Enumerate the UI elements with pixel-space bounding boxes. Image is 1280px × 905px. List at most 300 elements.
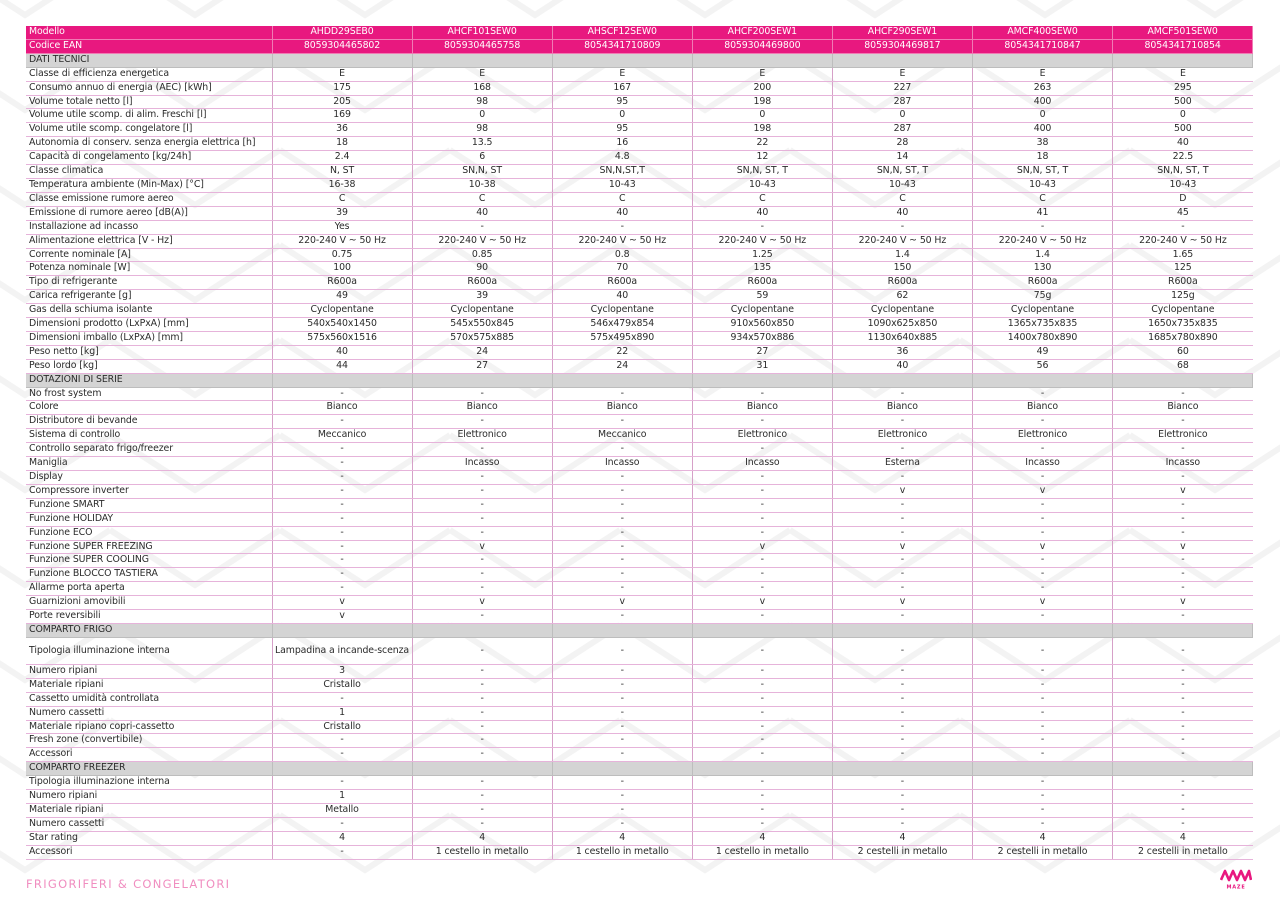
spec-value: 16-38 [272, 178, 412, 192]
spec-value: 3 [272, 664, 412, 678]
spec-value: 575x560x1516 [272, 331, 412, 345]
spec-value: 2 cestelli in metallo [1113, 845, 1253, 859]
spec-label: Volume utile scomp. di alim. Freschi [l] [26, 109, 272, 123]
spec-value: - [972, 387, 1112, 401]
spec-value: Elettronico [832, 429, 972, 443]
spec-value: Bianco [832, 401, 972, 415]
spec-label: Maniglia [26, 457, 272, 471]
spec-value: 125 [1113, 262, 1253, 276]
section-header-filler [1113, 373, 1253, 387]
section-header-filler [972, 373, 1112, 387]
spec-value: - [1113, 471, 1253, 485]
spec-value: 227 [832, 81, 972, 95]
spec-label: Colore [26, 401, 272, 415]
spec-value: - [272, 526, 412, 540]
spec-row [26, 318, 1253, 332]
spec-label: Fresh zone (convertibile) [26, 734, 272, 748]
section-header-filler [692, 623, 832, 637]
spec-value: 287 [832, 95, 972, 109]
spec-row [26, 248, 1253, 262]
spec-label: Corrente nominale [A] [26, 248, 272, 262]
spec-row [26, 137, 1253, 151]
spec-label: No frost system [26, 387, 272, 401]
section-header-filler [692, 373, 832, 387]
spec-value: - [972, 734, 1112, 748]
section-header-filler [272, 762, 412, 776]
spec-row [26, 457, 1253, 471]
spec-label: Star rating [26, 831, 272, 845]
spec-value: 24 [412, 345, 552, 359]
spec-value: - [692, 706, 832, 720]
spec-value: v [552, 596, 692, 610]
spec-row [26, 596, 1253, 610]
spec-value: v [832, 484, 972, 498]
spec-value: - [1113, 512, 1253, 526]
section-header-filler [832, 53, 972, 67]
spec-value: - [412, 720, 552, 734]
spec-value: C [552, 192, 692, 206]
spec-label: Numero cassetti [26, 817, 272, 831]
spec-value: - [692, 526, 832, 540]
model-name-cell: AHCF290SEW1 [832, 26, 972, 39]
spec-value: R600a [552, 276, 692, 290]
spec-value: - [412, 706, 552, 720]
spec-value: 10-43 [692, 178, 832, 192]
model-header-row [26, 26, 1253, 39]
spec-value: 545x550x845 [412, 318, 552, 332]
spec-value: - [552, 415, 692, 429]
spec-value: 95 [552, 95, 692, 109]
spec-value: - [552, 678, 692, 692]
spec-value: 24 [552, 359, 692, 373]
spec-value: - [412, 498, 552, 512]
spec-value: 1365x735x835 [972, 318, 1112, 332]
spec-value: 0 [692, 109, 832, 123]
spec-value: 1.65 [1113, 248, 1253, 262]
spec-label: Gas della schiuma isolante [26, 304, 272, 318]
spec-value: - [552, 554, 692, 568]
spec-value: 10-38 [412, 178, 552, 192]
spec-value: - [412, 568, 552, 582]
spec-value: - [272, 568, 412, 582]
ean-code-cell: 8059304469817 [832, 39, 972, 53]
spec-value: SN,N, ST, T [832, 165, 972, 179]
spec-value: Incasso [972, 457, 1112, 471]
spec-row [26, 81, 1253, 95]
spec-value: - [552, 776, 692, 790]
spec-value: - [972, 776, 1112, 790]
spec-row [26, 387, 1253, 401]
ean-header-row [26, 39, 1253, 53]
spec-value: - [692, 443, 832, 457]
spec-value: 546x479x854 [552, 318, 692, 332]
spec-value: 40 [552, 290, 692, 304]
spec-value: - [832, 526, 972, 540]
spec-value: Cyclopentane [1113, 304, 1253, 318]
section-header-filler [412, 762, 552, 776]
spec-value: - [692, 678, 832, 692]
spec-value: - [412, 748, 552, 762]
section-header-filler [412, 373, 552, 387]
spec-value: Metallo [272, 803, 412, 817]
spec-value: 95 [552, 123, 692, 137]
spec-value: 0.85 [412, 248, 552, 262]
spec-value: E [1113, 67, 1253, 81]
spec-value: - [692, 817, 832, 831]
spec-label: Volume utile scomp. congelatore [l] [26, 123, 272, 137]
spec-label: Materiale ripiani [26, 803, 272, 817]
spec-value: - [272, 471, 412, 485]
spec-value: 4.8 [552, 151, 692, 165]
spec-value: 59 [692, 290, 832, 304]
spec-label: Cassetto umidità controllata [26, 692, 272, 706]
spec-value: 13.5 [412, 137, 552, 151]
spec-value: - [1113, 637, 1253, 664]
spec-value: C [272, 192, 412, 206]
ean-header-label: Codice EAN [26, 39, 272, 53]
spec-value: Bianco [272, 401, 412, 415]
spec-value: 31 [692, 359, 832, 373]
spec-value: - [552, 817, 692, 831]
spec-value: - [1113, 220, 1253, 234]
spec-label: Funzione HOLIDAY [26, 512, 272, 526]
spec-value: - [412, 678, 552, 692]
spec-value: - [1113, 720, 1253, 734]
spec-value: - [692, 582, 832, 596]
spec-value: - [412, 790, 552, 804]
spec-value: R600a [832, 276, 972, 290]
spec-value: 0 [552, 109, 692, 123]
spec-value: 0 [1113, 109, 1253, 123]
spec-value: - [272, 512, 412, 526]
spec-value: 1685x780x890 [1113, 331, 1253, 345]
spec-value: C [692, 192, 832, 206]
spec-value: 130 [972, 262, 1112, 276]
section-header-filler [832, 762, 972, 776]
spec-value: - [972, 803, 1112, 817]
section-header-filler [832, 623, 972, 637]
spec-value: C [832, 192, 972, 206]
spec-value: - [832, 803, 972, 817]
spec-value: N, ST [272, 165, 412, 179]
spec-value: - [972, 568, 1112, 582]
spec-value: Cyclopentane [412, 304, 552, 318]
spec-value: 38 [972, 137, 1112, 151]
spec-row [26, 262, 1253, 276]
section-header-filler [972, 762, 1112, 776]
spec-row [26, 831, 1253, 845]
spec-value: v [1113, 540, 1253, 554]
section-header-filler [692, 762, 832, 776]
spec-value: 0 [832, 109, 972, 123]
spec-label: Consumo annuo di energia (AEC) [kWh] [26, 81, 272, 95]
spec-value: Lampadina a incande-scenza [272, 637, 412, 664]
spec-value: v [832, 596, 972, 610]
spec-row [26, 526, 1253, 540]
spec-value: - [1113, 568, 1253, 582]
logo-wordmark: MAZE [1226, 884, 1246, 890]
spec-value: - [692, 734, 832, 748]
spec-value: - [972, 526, 1112, 540]
spec-value: C [412, 192, 552, 206]
spec-value: - [1113, 803, 1253, 817]
spec-value: - [692, 471, 832, 485]
spec-value: 40 [832, 359, 972, 373]
section-header-filler [552, 373, 692, 387]
spec-label: Dimensioni prodotto (LxPxA) [mm] [26, 318, 272, 332]
spec-value: - [412, 387, 552, 401]
spec-label: Accessori [26, 748, 272, 762]
spec-value: - [412, 637, 552, 664]
spec-value: 1 cestello in metallo [692, 845, 832, 859]
spec-label: Classe di efficienza energetica [26, 67, 272, 81]
spec-value: v [272, 596, 412, 610]
spec-value: R600a [1113, 276, 1253, 290]
spec-value: - [832, 664, 972, 678]
model-name-cell: AHCF101SEW0 [412, 26, 552, 39]
spec-value: - [552, 803, 692, 817]
spec-value: - [552, 610, 692, 624]
spec-value: 16 [552, 137, 692, 151]
spec-value: - [1113, 610, 1253, 624]
model-header-label: Modello [26, 26, 272, 39]
spec-value: 45 [1113, 206, 1253, 220]
spec-value: Incasso [412, 457, 552, 471]
spec-value: 167 [552, 81, 692, 95]
spec-value: - [692, 803, 832, 817]
section-title: COMPARTO FRIGO [26, 623, 272, 637]
spec-value: 62 [832, 290, 972, 304]
spec-label: Autonomia di conserv. senza energia elettrica [h] [26, 137, 272, 151]
spec-value: 98 [412, 123, 552, 137]
section-title: DATI TECNICI [26, 53, 272, 67]
spec-value: - [692, 790, 832, 804]
spec-value: - [692, 484, 832, 498]
spec-value: 575x495x890 [552, 331, 692, 345]
spec-value: v [972, 596, 1112, 610]
model-name-cell: AHDD29SEB0 [272, 26, 412, 39]
spec-value: v [1113, 484, 1253, 498]
spec-value: 1650x735x835 [1113, 318, 1253, 332]
spec-value: 18 [972, 151, 1112, 165]
spec-value: - [272, 692, 412, 706]
spec-value: - [832, 220, 972, 234]
spec-value: - [552, 582, 692, 596]
section-header-filler [972, 53, 1112, 67]
spec-value: - [832, 748, 972, 762]
spec-value: - [272, 554, 412, 568]
spec-value: SN,N, ST, T [1113, 165, 1253, 179]
spec-value: - [272, 748, 412, 762]
spec-row [26, 415, 1253, 429]
spec-value: Incasso [692, 457, 832, 471]
spec-label: Peso lordo [kg] [26, 359, 272, 373]
spec-label: Volume totale netto [l] [26, 95, 272, 109]
spec-value: - [412, 526, 552, 540]
spec-value: - [692, 498, 832, 512]
spec-value: 27 [412, 359, 552, 373]
spec-value: - [552, 484, 692, 498]
spec-value: - [972, 220, 1112, 234]
section-header-row [26, 762, 1253, 776]
spec-value: Bianco [412, 401, 552, 415]
spec-value: - [832, 443, 972, 457]
spec-value: 6 [412, 151, 552, 165]
spec-value: 36 [272, 123, 412, 137]
spec-label: Distributore di bevande [26, 415, 272, 429]
spec-label: Funzione BLOCCO TASTIERA [26, 568, 272, 582]
spec-value: 4 [552, 831, 692, 845]
spec-value: 1.25 [692, 248, 832, 262]
spec-value: - [552, 748, 692, 762]
spec-value: - [552, 692, 692, 706]
spec-value: - [1113, 734, 1253, 748]
spec-value: - [552, 220, 692, 234]
spec-value: - [972, 692, 1112, 706]
spec-value: - [972, 554, 1112, 568]
spec-value: 1130x640x885 [832, 331, 972, 345]
spec-value: - [412, 664, 552, 678]
spec-value: v [832, 540, 972, 554]
spec-value: - [692, 748, 832, 762]
spec-value: - [692, 387, 832, 401]
spec-value: - [412, 776, 552, 790]
spec-value: - [272, 776, 412, 790]
spec-label: Peso netto [kg] [26, 345, 272, 359]
spec-value: - [1113, 664, 1253, 678]
spec-value: v [972, 540, 1112, 554]
spec-value: 150 [832, 262, 972, 276]
spec-value: - [692, 692, 832, 706]
spec-value: 2 cestelli in metallo [832, 845, 972, 859]
spec-row [26, 720, 1253, 734]
spec-row [26, 637, 1253, 664]
section-title: COMPARTO FREEZER [26, 762, 272, 776]
spec-value: - [1113, 387, 1253, 401]
spec-label: Temperatura ambiente (Min-Max) [°C] [26, 178, 272, 192]
spec-value: - [552, 734, 692, 748]
spec-value: 40 [692, 206, 832, 220]
spec-row [26, 429, 1253, 443]
section-title: DOTAZIONI DI SERIE [26, 373, 272, 387]
spec-value: - [412, 554, 552, 568]
spec-value: - [412, 610, 552, 624]
spec-value: 1090x625x850 [832, 318, 972, 332]
footer-category-title: FRIGORIFERI & CONGELATORI [26, 877, 231, 891]
spec-value: - [692, 220, 832, 234]
spec-value: - [412, 582, 552, 596]
ean-code-cell: 8059304465802 [272, 39, 412, 53]
spec-value: - [1113, 817, 1253, 831]
spec-value: - [412, 484, 552, 498]
spec-value: 28 [832, 137, 972, 151]
spec-value: 220-240 V ~ 50 Hz [692, 234, 832, 248]
spec-value: - [552, 568, 692, 582]
spec-value: - [1113, 706, 1253, 720]
spec-value: - [412, 220, 552, 234]
spec-value: 500 [1113, 95, 1253, 109]
spec-value: Bianco [1113, 401, 1253, 415]
spec-value: 56 [972, 359, 1112, 373]
spec-value: - [832, 776, 972, 790]
spec-value: 934x570x886 [692, 331, 832, 345]
spec-value: - [1113, 748, 1253, 762]
spec-row [26, 151, 1253, 165]
spec-value: - [832, 706, 972, 720]
spec-label: Dimensioni imballo (LxPxA) [mm] [26, 331, 272, 345]
section-header-filler [272, 53, 412, 67]
spec-value: 500 [1113, 123, 1253, 137]
spec-value: - [832, 415, 972, 429]
spec-value: - [692, 610, 832, 624]
spec-value: 36 [832, 345, 972, 359]
spec-value: 22.5 [1113, 151, 1253, 165]
spec-value: v [692, 596, 832, 610]
spec-value: Elettronico [412, 429, 552, 443]
spec-label: Funzione SUPER COOLING [26, 554, 272, 568]
spec-row [26, 790, 1253, 804]
spec-label: Installazione ad incasso [26, 220, 272, 234]
spec-value: - [692, 720, 832, 734]
spec-value: - [972, 720, 1112, 734]
spec-value: 10-43 [1113, 178, 1253, 192]
spec-row [26, 123, 1253, 137]
spec-value: 39 [412, 290, 552, 304]
spec-value: - [972, 512, 1112, 526]
spec-value: E [412, 67, 552, 81]
spec-value: - [412, 443, 552, 457]
spec-value: 198 [692, 95, 832, 109]
spec-value: 90 [412, 262, 552, 276]
spec-value: SN,N,ST,T [552, 165, 692, 179]
spec-value: - [552, 540, 692, 554]
spec-value: R600a [972, 276, 1112, 290]
spec-value: - [272, 540, 412, 554]
spec-row [26, 109, 1253, 123]
spec-row [26, 206, 1253, 220]
spec-label: Controllo separato frigo/freezer [26, 443, 272, 457]
spec-label: Tipologia illuminazione interna [26, 637, 272, 664]
spec-value: 0.8 [552, 248, 692, 262]
spec-value: - [552, 720, 692, 734]
spec-value: - [272, 484, 412, 498]
spec-value: 4 [972, 831, 1112, 845]
section-header-filler [1113, 623, 1253, 637]
section-header-filler [1113, 53, 1253, 67]
spec-label: Allarme porta aperta [26, 582, 272, 596]
spec-row [26, 401, 1253, 415]
section-header-filler [552, 53, 692, 67]
spec-row [26, 540, 1253, 554]
spec-value: v [1113, 596, 1253, 610]
spec-value: 0 [412, 109, 552, 123]
spec-row [26, 748, 1253, 762]
spec-row [26, 234, 1253, 248]
spec-label: Tipo di refrigerante [26, 276, 272, 290]
spec-value: - [972, 637, 1112, 664]
spec-value: - [832, 817, 972, 831]
spec-value: 200 [692, 81, 832, 95]
spec-row [26, 290, 1253, 304]
spec-row [26, 95, 1253, 109]
spec-value: v [412, 540, 552, 554]
spec-value: 1 [272, 790, 412, 804]
spec-row [26, 484, 1253, 498]
spec-value: 0 [972, 109, 1112, 123]
spec-row [26, 568, 1253, 582]
spec-value: E [272, 67, 412, 81]
spec-value: - [972, 610, 1112, 624]
